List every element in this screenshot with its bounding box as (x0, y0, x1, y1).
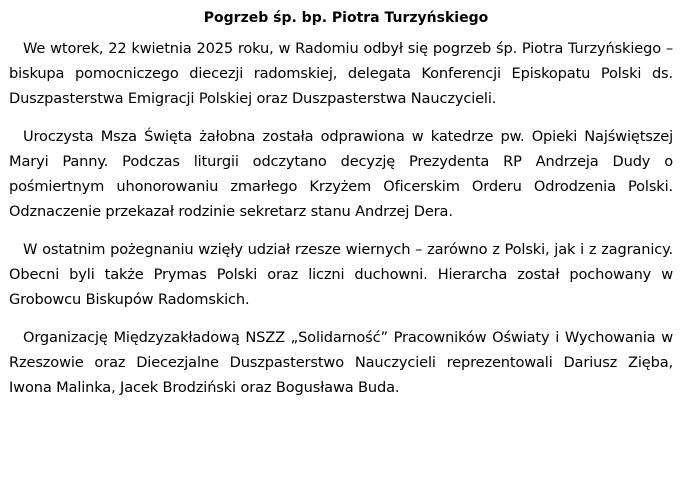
paragraph-farewell: W ostatnim pożegnaniu wzięły udział rzesze wiernych – zarówno z Polski, jak i z zagranicy. Obecni byli także Prymas Polski oraz liczni duchowni. Hierarcha został pochowany w Grobowcu Biskupów Radomskich. (9, 241, 673, 308)
paragraph-representatives: Organizację Międzyzakładową NSZZ „Solidarność” Pracowników Oświaty i Wychowania w Rzeszowie oraz Diecezjalne Duszpasterstwo Nauczycieli reprezentowali Dariusz Zięba, Iwona Malinka, Jacek Brodziński oraz Bogusława Buda. (9, 329, 673, 396)
paragraph-funeral-announcement: We wtorek, 22 kwietnia 2025 roku, w Radomiu odbył się pogrzeb śp. Piotra Turzyńskiego – biskupa pomocniczego diecezji radomskiej, delegata Konferencji Episkopatu Polski ds. Duszpasterstwa Emigracji Polskiej oraz Duszpasterstwa Nauczycieli. (9, 40, 673, 107)
document-title: Pogrzeb śp. bp. Piotra Turzyńskiego (203, 10, 489, 26)
paragraph-funeral-mass: Uroczysta Msza Święta żałobna została odprawiona w katedrze pw. Opieki Najświętszej Maryi Panny. Podczas liturgii odczytano decyzję Prezydenta RP Andrzeja Dudy o pośmiertnym uhonorowaniu zmarłego Krzyżem Oficerskim Orderu Odrodzenia Polski. Odznaczenie przekazał rodzinie sekretarz stanu Andrzej Dera. (9, 128, 673, 220)
